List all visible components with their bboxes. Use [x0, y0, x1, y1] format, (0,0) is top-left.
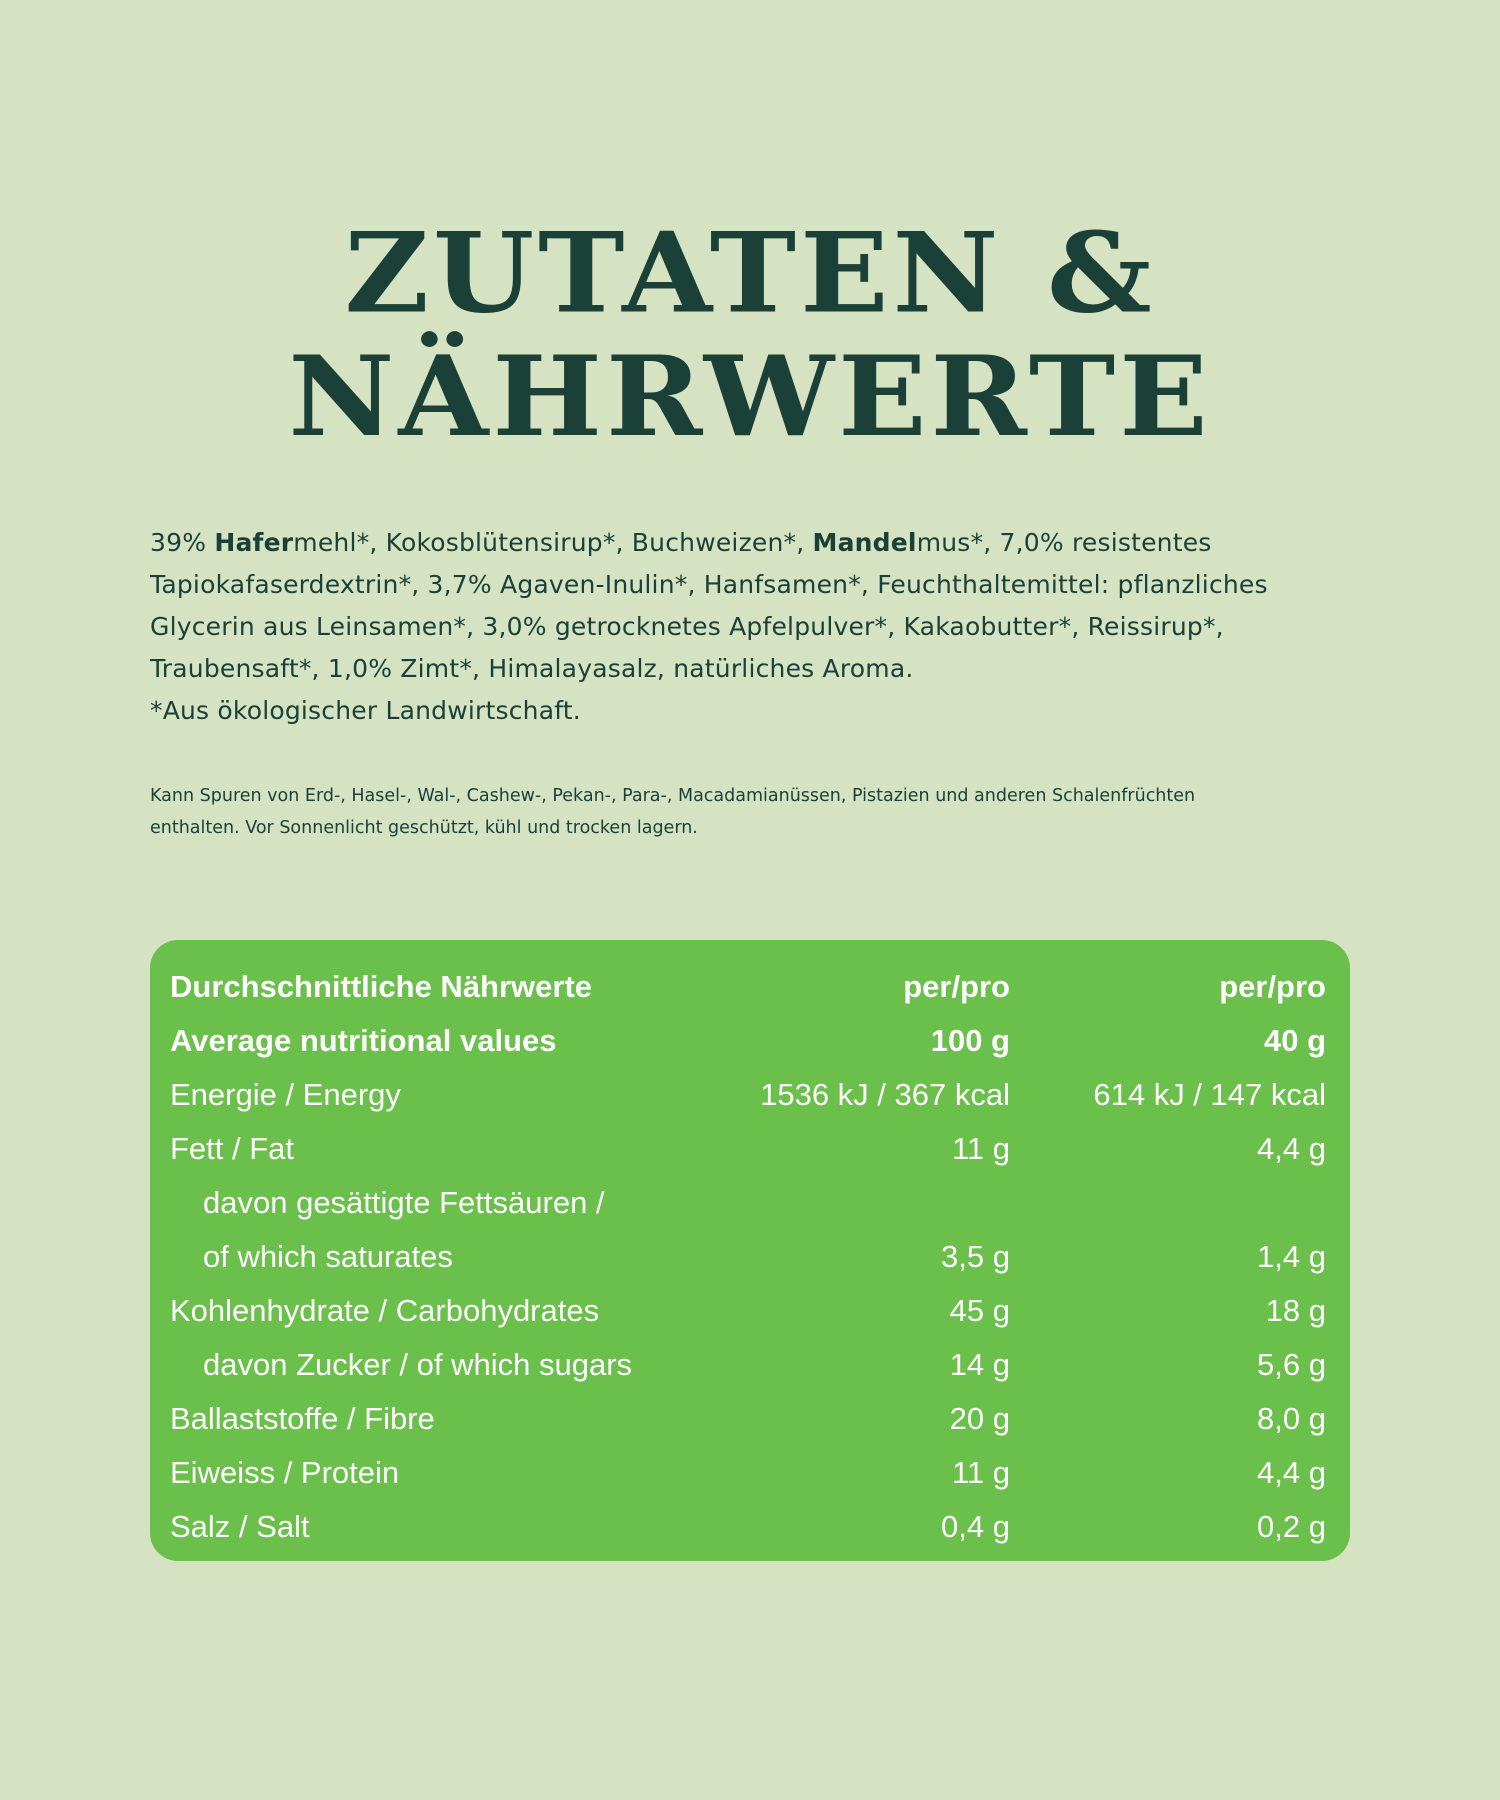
- nutrient-label: davon Zucker / of which sugars: [203, 1347, 633, 1382]
- page-title-line-2: NÄHRWERTE: [288, 332, 1212, 462]
- notice-line-1: Kann Spuren von Erd-, Hasel-, Wal-, Cashew-, Pekan-, Para-, Macadamianüssen, Pistazien und anderen Schalenfrüchten: [150, 786, 1196, 806]
- nutrition-header-row: [170, 1014, 1326, 1068]
- nutrient-label: of which saturates: [203, 1239, 453, 1274]
- nutrition-row: [170, 1500, 1326, 1554]
- value-per-40g: 4,4 g: [1257, 1131, 1326, 1166]
- ingredients-line-2: Tapiokafaserdextrin*, 3,7% Agaven-Inulin*, Hanfsamen*, Feuchthaltemittel: pflanzliches: [150, 570, 1268, 599]
- page-title-line-1: ZUTATEN &: [344, 208, 1156, 338]
- ingredient-highlight: Mandel: [812, 528, 917, 557]
- value-per-40g: 1,4 g: [1257, 1239, 1326, 1274]
- nutrient-label: Salz / Salt: [170, 1509, 310, 1544]
- ingredients-text: [150, 522, 1360, 732]
- nutrition-row: [170, 1068, 1326, 1122]
- nutrition-row: [170, 1338, 1326, 1392]
- ingredient-highlight: Hafer: [214, 528, 294, 557]
- value-per-40g: 40 g: [1263, 1023, 1326, 1058]
- value-per-40g: 614 kJ / 147 kcal: [1093, 1077, 1326, 1112]
- organic-footnote: *Aus ökologischer Landwirtschaft.: [150, 696, 581, 725]
- value-per-40g: 0,2 g: [1257, 1509, 1326, 1544]
- value-per-100g: 0,4 g: [941, 1509, 1010, 1544]
- value-per-100g: 1536 kJ / 367 kcal: [760, 1077, 1010, 1112]
- value-per-100g: 3,5 g: [941, 1239, 1010, 1274]
- ingredient-text-segment: mehl*, Kokosblütensirup*, Buchweizen*,: [293, 528, 813, 557]
- nutrient-label: Fett / Fat: [170, 1131, 295, 1166]
- ingredient-text-segment: mus*, 7,0% resistentes: [916, 528, 1212, 557]
- nutrient-label: Eiweiss / Protein: [170, 1455, 400, 1490]
- value-per-40g: 4,4 g: [1257, 1455, 1326, 1490]
- nutrient-label: davon gesättigte Fettsäuren /: [203, 1185, 605, 1220]
- value-per-100g: [690, 1176, 1010, 1230]
- nutrition-row: [170, 1176, 1326, 1230]
- ingredients-line-4: Traubensaft*, 1,0% Zimt*, Himalayasalz, natürliches Aroma.: [150, 654, 914, 683]
- nutrition-row: [170, 1122, 1326, 1176]
- nutrition-table-body: [170, 960, 1326, 1554]
- value-per-100g: 20 g: [949, 1401, 1010, 1436]
- nutrition-row: [170, 1446, 1326, 1500]
- nutrient-label: Energie / Energy: [170, 1077, 401, 1112]
- ingredients-line-1: [150, 522, 1360, 564]
- value-per-40g: per/pro: [1219, 969, 1326, 1004]
- nutrient-label: Kohlenhydrate / Carbohydrates: [170, 1293, 600, 1328]
- allergy-storage-notice: [150, 780, 1370, 844]
- nutrient-label: Ballaststoffe / Fibre: [170, 1401, 435, 1436]
- value-per-100g: 14 g: [949, 1347, 1010, 1382]
- value-per-100g: 100 g: [930, 1023, 1010, 1058]
- page-title: [0, 208, 1500, 462]
- nutrition-row: [170, 1230, 1326, 1284]
- value-per-40g: 8,0 g: [1257, 1401, 1326, 1436]
- nutrition-header-row: [170, 960, 1326, 1014]
- nutrition-table-panel: [150, 940, 1350, 1561]
- value-per-100g: per/pro: [903, 969, 1010, 1004]
- nutrition-row: [170, 1392, 1326, 1446]
- nutrition-row: [170, 1284, 1326, 1338]
- ingredient-text-segment: 39%: [150, 528, 215, 557]
- value-per-100g: 11 g: [951, 1131, 1010, 1166]
- value-per-100g: 11 g: [951, 1455, 1010, 1490]
- nutrient-label: Durchschnittliche Nährwerte: [170, 969, 593, 1004]
- nutrient-label: Average nutritional values: [170, 1023, 557, 1058]
- value-per-100g: 45 g: [949, 1293, 1010, 1328]
- value-per-40g: 18 g: [1265, 1293, 1326, 1328]
- notice-line-2: enthalten. Vor Sonnenlicht geschützt, kühl und trocken lagern.: [150, 818, 698, 838]
- ingredients-line-3: Glycerin aus Leinsamen*, 3,0% getrocknetes Apfelpulver*, Kakaobutter*, Reissirup*,: [150, 612, 1224, 641]
- value-per-40g: [1010, 1176, 1326, 1230]
- nutrition-table: [170, 960, 1326, 1554]
- value-per-40g: 5,6 g: [1257, 1347, 1326, 1382]
